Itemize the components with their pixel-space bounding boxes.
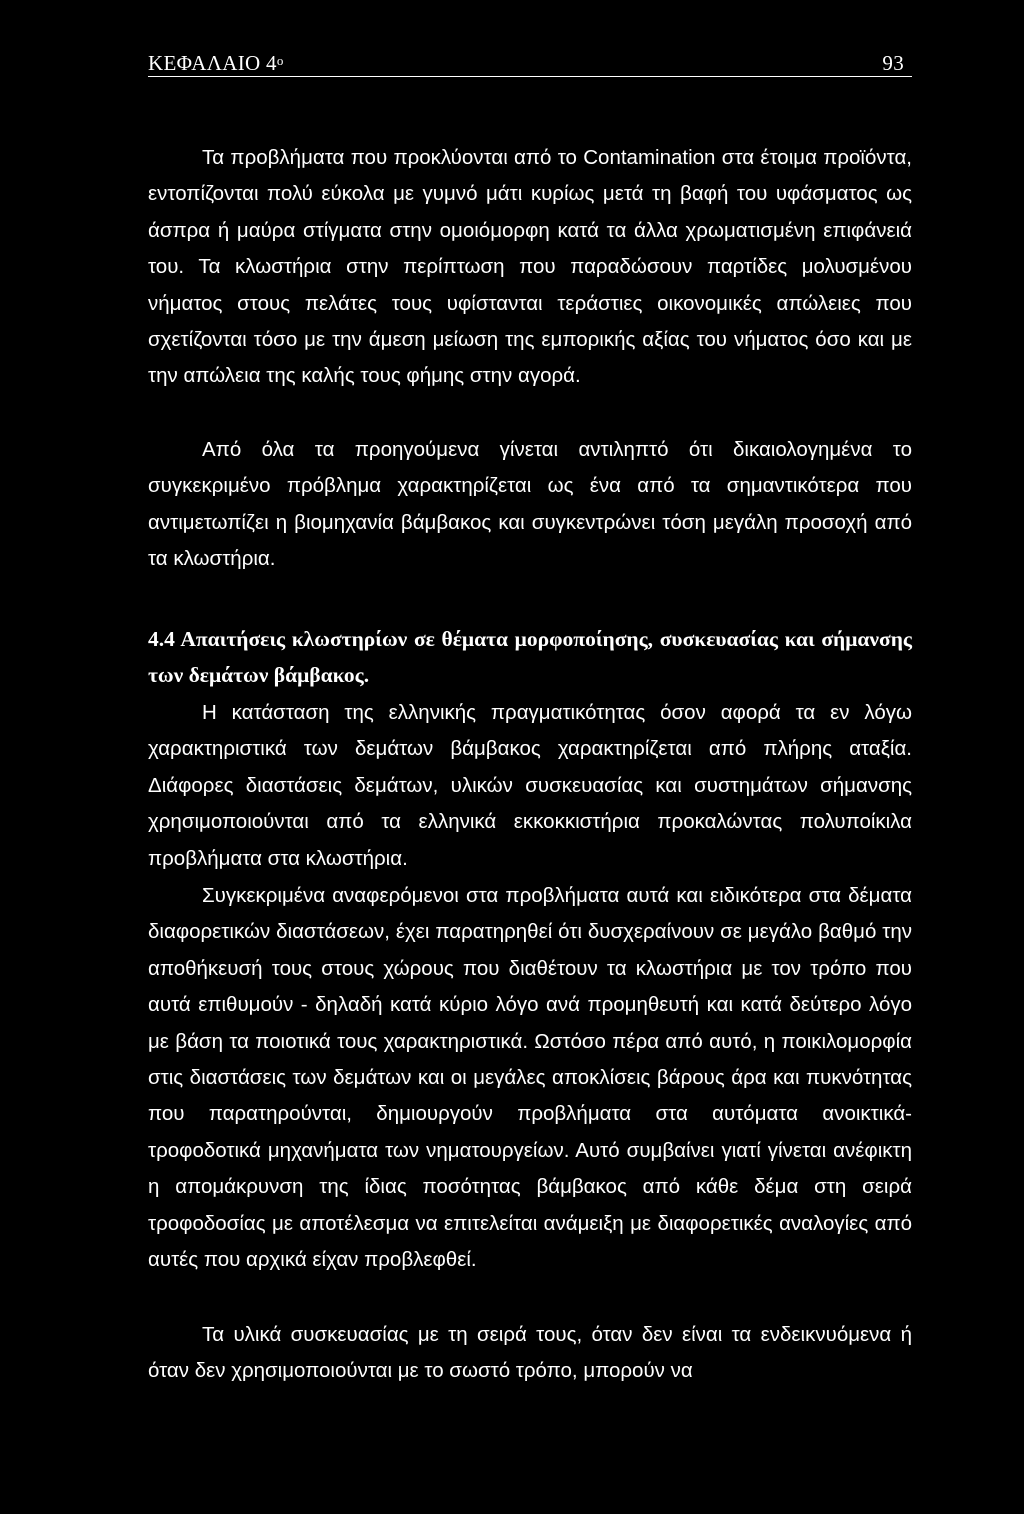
chapter-superscript: ο xyxy=(276,53,284,68)
section-heading: 4.4 Απαιτήσεις κλωστηρίων σε θέματα μορφοποίησης, συσκευασίας και σήμανσης των δεμάτων βάμβακος. xyxy=(148,627,912,688)
paragraph-text: Τα υλικά συσκευασίας με τη σειρά τους, όταν δεν είναι τα ενδεικνυόμενα ή όταν δεν χρησιμοποιούνται με το σωστό τρόπο, μπορούν να xyxy=(148,1323,912,1383)
paragraph-contamination xyxy=(148,140,912,395)
paragraph-text: Η κατάσταση της ελληνικής πραγματικότητας όσον αφορά τα εν λόγω χαρακτηριστικά των δεμάτων βάμβακος χαρακτηρίζεται από πλήρης αταξία. Διάφορες διαστάσεις δεμάτων, υλικών συσκευασίας και συστημάτων σήμανσης χρησιμοποιούνται από τα ελληνικά εκκοκκιστήρια προκαλώντας πολυποίκιλα προβλήματα στα κλωστήρια. xyxy=(148,701,912,870)
paragraph-packaging-materials xyxy=(148,1317,912,1390)
paragraph-bale-dimensions xyxy=(148,878,912,1278)
paragraph-conclusion xyxy=(148,432,912,578)
running-header xyxy=(148,46,912,77)
page-content xyxy=(148,0,912,1514)
chapter-label xyxy=(148,51,284,76)
paragraph-greek-reality xyxy=(148,695,912,877)
page-number: 93 xyxy=(882,51,904,75)
section-heading-block xyxy=(148,621,912,694)
chapter-text: ΚΕΦΑΛΑΙΟ 4 xyxy=(148,51,277,75)
paragraph-text: Τα προβλήματα που προκλύονται από το Contamination στα έτοιμα προϊόντα, εντοπίζονται πολύ εύκολα με γυμνό μάτι κυρίως μετά τη βαφή του υφάσματος ως άσπρα ή μαύρα στίγματα στην ομοιόμορφη κατά τα άλλα χρωματισμένη επιφάνειά του. Τα κλωστήρια στην περίπτωση που παραδώσουν παρτίδες μολυσμένου νήματος στους πελάτες τους υφίστανται τεράστιες οικονομικές απώλειες που σχετίζονται τόσο με την άμεση μείωση της εμπορικής αξίας του νήματος όσο και με την απώλεια της καλής τους φήμης στην αγορά. xyxy=(148,146,912,388)
paragraph-text: Από όλα τα προηγούμενα γίνεται αντιληπτό ότι δικαιολογημένα το συγκεκριμένο πρόβλημα χαρακτηρίζεται ως ένα από τα σημαντικότερα που αντιμετωπίζει η βιομηχανία βάμβακος και συγκεντρώνει τόση μεγάλη προσοχή από τα κλωστήρια. xyxy=(148,438,912,571)
paragraph-text: Συγκεκριμένα αναφερόμενοι στα προβλήματα αυτά και ειδικότερα στα δέματα διαφορετικών διαστάσεων, έχει παρατηρηθεί ότι δυσχεραίνουν σε μεγάλο βαθμό την αποθήκευσή τους στους χώρους που διαθέτουν τα κλωστήρια με τον τρόπο που αυτά επιθυμούν - δηλαδή κατά κύριο λόγο ανά προμηθευτή και κατά δεύτερο λόγο με βάση τα ποιοτικά τους χαρακτηριστικά. Ωστόσο πέρα από αυτό, η ποικιλομορφία στις διαστάσεις των δεμάτων και οι μεγάλες αποκλίσεις βάρους άρα και πυκνότητας που παρατηρούνται, δημιουργούν προβλήματα στα αυτόματα ανοικτικά-τροφοδοτικά μηχανήματα των νηματουργείων. Αυτό συμβαίνει γιατί γίνεται ανέφικτη η απομάκρυνση της ίδιας ποσότητας βάμβακος από κάθε δέμα στη σειρά τροφοδοσίας με αποτέλεσμα να επιτελείται ανάμειξη με διαφορετικές αναλογίες από αυτές που αρχικά είχαν προβλεφθεί. xyxy=(148,884,912,1272)
